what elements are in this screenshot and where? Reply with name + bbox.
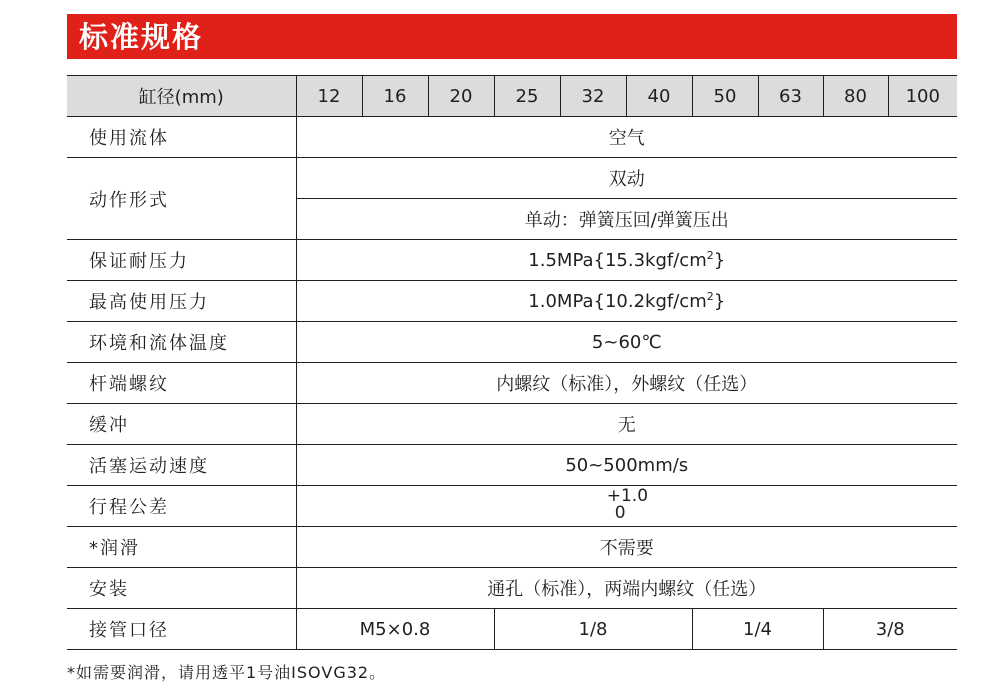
table-row [67,363,957,404]
row-label: 行程公差 [67,486,296,527]
port-value: 1/8 [494,609,692,650]
table-row [67,445,957,486]
table-row [67,609,957,650]
bore-value: 12 [296,76,362,117]
row-value: 内螺纹（标准），外螺纹（任选） [296,363,957,404]
table-row [67,158,957,199]
row-value: 无 [296,404,957,445]
closing-brace: } [713,249,726,271]
row-value [296,240,957,281]
port-value: 1/4 [692,609,823,650]
page-title: 标准规格 [79,20,204,54]
bore-label: 缸径(mm) [67,76,296,117]
row-value: 通孔（标准），两端内螺纹（任选） [296,568,957,609]
table-row [67,240,957,281]
table-row [67,568,957,609]
spec-table [67,75,957,650]
row-value [296,486,957,527]
row-label: *润滑 [67,527,296,568]
row-label: 缓冲 [67,404,296,445]
pressure-text: 1.0MPa{10.2kgf/cm [528,290,707,312]
bore-value: 32 [560,76,626,117]
row-label: 动作形式 [67,158,296,240]
row-label: 杆端螺纹 [67,363,296,404]
bore-value: 50 [692,76,758,117]
pressure-text: 1.5MPa{15.3kgf/cm [528,249,707,271]
row-value: 双动 [296,158,957,199]
title-bar [67,14,957,59]
tolerance-lower: 0 [614,502,626,523]
bore-value: 16 [362,76,428,117]
footnote: *如需要润滑，请用透平1号油ISOVG32。 [67,663,387,682]
row-label: 环境和流体温度 [67,322,296,363]
table-row [67,527,957,568]
port-value: 3/8 [823,609,957,650]
table-row [67,404,957,445]
table-row [67,117,957,158]
row-label: 接管口径 [67,609,296,650]
table-row [67,281,957,322]
tolerance-upper: +1.0 [606,485,649,506]
row-value: 空气 [296,117,957,158]
tolerance-value [597,487,657,521]
row-value: 5~60℃ [296,322,957,363]
row-label: 最高使用压力 [67,281,296,322]
closing-brace: } [713,290,726,312]
port-value: M5×0.8 [296,609,494,650]
row-label: 活塞运动速度 [67,445,296,486]
bore-value: 20 [428,76,494,117]
bore-value: 80 [823,76,888,117]
row-label: 使用流体 [67,117,296,158]
row-value: 不需要 [296,527,957,568]
table-row [67,322,957,363]
row-label: 保证耐压力 [67,240,296,281]
superscript: 2 [706,248,714,262]
bore-value: 63 [758,76,823,117]
row-value [296,281,957,322]
bore-value: 25 [494,76,560,117]
table-row [67,486,957,527]
bore-value: 100 [888,76,957,117]
table-header-row [67,76,957,117]
superscript: 2 [706,289,714,303]
row-label: 安装 [67,568,296,609]
row-value: 50~500mm/s [296,445,957,486]
bore-value: 40 [626,76,692,117]
row-value: 单动：弹簧压回/弹簧压出 [296,199,957,240]
